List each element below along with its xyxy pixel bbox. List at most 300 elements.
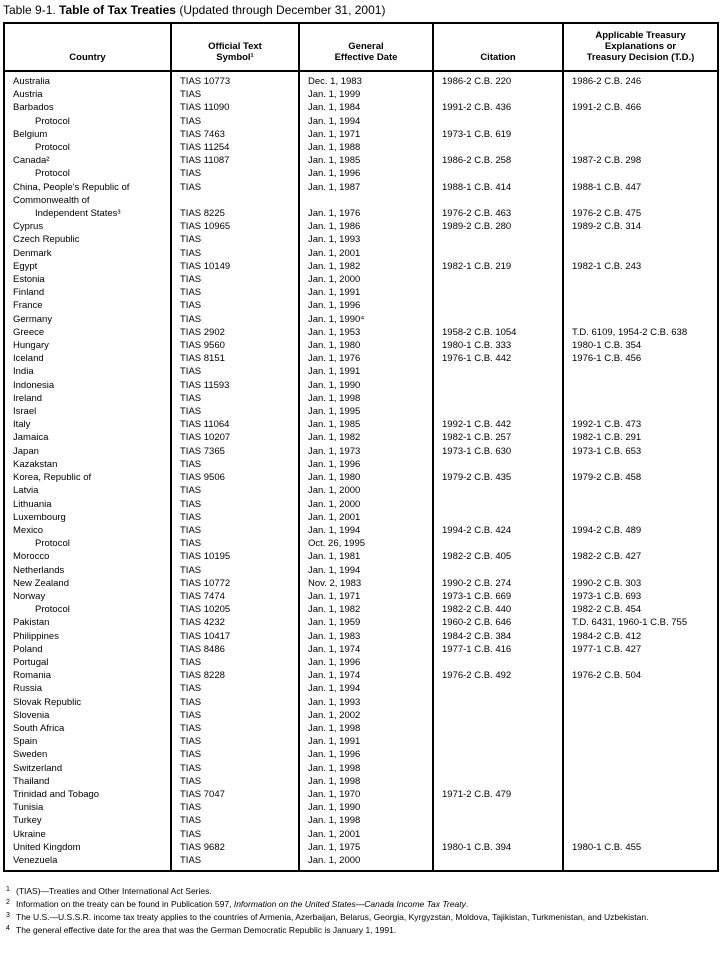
cell-effective-date: Jan. 1, 1980 (299, 339, 433, 352)
cell-official-text-symbol: TIAS 8151 (171, 352, 299, 365)
cell-official-text-symbol: TIAS (171, 828, 299, 841)
table-row (4, 286, 718, 299)
cell-citation: 1977-1 C.B. 416 (433, 643, 563, 656)
cell-country: Ireland (13, 392, 43, 404)
cell-treasury-explanation: 1992-1 C.B. 473 (563, 418, 718, 431)
footnote-marker: 3 (6, 912, 10, 920)
cell-treasury-explanation: 1989-2 C.B. 314 (563, 220, 718, 233)
footnote-text-part: The general effective date for the area that was the German Democratic Republic is January 1, 1991. (16, 925, 397, 936)
cell-country: Romania (13, 670, 52, 682)
cell-effective-date: Jan. 1, 1980 (299, 471, 433, 484)
cell-treasury-explanation (563, 299, 718, 312)
cell-country: Kazakstan (13, 458, 58, 470)
cell-citation (433, 405, 563, 418)
cell-official-text-symbol: TIAS 4232 (171, 616, 299, 629)
table-row (4, 682, 718, 695)
cell-treasury-explanation (563, 748, 718, 761)
cell-official-text-symbol (171, 194, 299, 207)
cell-effective-date: Jan. 1, 1986 (299, 220, 433, 233)
cell-citation (433, 828, 563, 841)
cell-citation (433, 194, 563, 207)
cell-official-text-symbol: TIAS (171, 115, 299, 128)
cell-effective-date: Jan. 1, 1994 (299, 115, 433, 128)
cell-official-text-symbol: TIAS (171, 167, 299, 180)
cell-treasury-explanation (563, 313, 718, 326)
cell-treasury-explanation (563, 511, 718, 524)
cell-country: Egypt (13, 260, 38, 272)
cell-country: Turkey (13, 815, 42, 827)
footnote (3, 924, 718, 937)
cell-citation: 1980-1 C.B. 394 (433, 841, 563, 854)
cell-country: Slovak Republic (13, 696, 82, 708)
cell-treasury-explanation (563, 286, 718, 299)
cell-effective-date: Jan. 1, 1990⁴ (299, 313, 433, 326)
cell-treasury-explanation (563, 141, 718, 154)
cell-effective-date: Jan. 1, 1998 (299, 722, 433, 735)
cell-official-text-symbol: TIAS (171, 405, 299, 418)
cell-citation: 1982-2 C.B. 440 (433, 603, 563, 616)
cell-treasury-explanation (563, 788, 718, 801)
cell-country: Australia (13, 76, 50, 87)
cell-citation (433, 379, 563, 392)
cell-treasury-explanation: 1976-2 C.B. 504 (563, 669, 718, 682)
cell-country: Estonia (13, 274, 45, 286)
cell-effective-date: Jan. 1, 2001 (299, 828, 433, 841)
cell-effective-date: Jan. 1, 1975 (299, 841, 433, 854)
cell-official-text-symbol: TIAS (171, 709, 299, 722)
cell-official-text-symbol: TIAS (171, 537, 299, 550)
cell-citation: 1984-2 C.B. 384 (433, 630, 563, 643)
cell-official-text-symbol: TIAS (171, 524, 299, 537)
cell-citation: 1986-2 C.B. 258 (433, 154, 563, 167)
cell-effective-date: Jan. 1, 1953 (299, 326, 433, 339)
cell-effective-date: Jan. 1, 1983 (299, 630, 433, 643)
table-row (4, 128, 718, 141)
cell-country: Denmark (13, 247, 52, 259)
cell-country: Israel (13, 406, 37, 418)
table-row (4, 418, 718, 431)
cell-treasury-explanation (563, 814, 718, 827)
cell-effective-date: Jan. 1, 1987 (299, 181, 433, 194)
table-row (4, 511, 718, 524)
cell-treasury-explanation (563, 696, 718, 709)
cell-citation (433, 392, 563, 405)
table-row (4, 326, 718, 339)
cell-treasury-explanation (563, 537, 718, 550)
cell-treasury-explanation (563, 458, 718, 471)
table-row (4, 154, 718, 167)
cell-citation (433, 247, 563, 260)
table-row (4, 748, 718, 761)
cell-official-text-symbol: TIAS (171, 696, 299, 709)
table-row (4, 88, 718, 101)
cell-country: Tunisia (13, 802, 44, 814)
cell-country: Venezuela (13, 854, 58, 866)
cell-citation: 1982-2 C.B. 405 (433, 550, 563, 563)
cell-official-text-symbol: TIAS (171, 511, 299, 524)
cell-treasury-explanation (563, 379, 718, 392)
table-row (4, 735, 718, 748)
cell-country: Czech Republic (13, 234, 80, 246)
table-row (4, 339, 718, 352)
table-row (4, 115, 718, 128)
cell-effective-date: Jan. 1, 1996 (299, 748, 433, 761)
cell-official-text-symbol: TIAS 7463 (171, 128, 299, 141)
cell-citation (433, 801, 563, 814)
cell-treasury-explanation (563, 233, 718, 246)
cell-treasury-explanation: 1982-2 C.B. 454 (563, 603, 718, 616)
cell-treasury-explanation (563, 128, 718, 141)
cell-citation (433, 115, 563, 128)
cell-country: Korea, Republic of (13, 472, 92, 484)
cell-citation: 1988-1 C.B. 414 (433, 181, 563, 194)
table-row (4, 101, 718, 114)
table-row (4, 630, 718, 643)
cell-country: Iceland (13, 353, 44, 365)
cell-treasury-explanation: 1987-2 C.B. 298 (563, 154, 718, 167)
col-header-country: Country (4, 23, 171, 71)
cell-citation: 1973-1 C.B. 669 (433, 590, 563, 603)
cell-treasury-explanation: 1990-2 C.B. 303 (563, 577, 718, 590)
table-row (4, 445, 718, 458)
cell-official-text-symbol: TIAS (171, 801, 299, 814)
cell-country: Protocol (35, 604, 70, 616)
cell-citation (433, 762, 563, 775)
cell-country: Italy (13, 419, 31, 431)
cell-effective-date: Jan. 1, 1990 (299, 379, 433, 392)
table-row (4, 616, 718, 629)
cell-country: Austria (13, 89, 43, 101)
cell-citation: 1990-2 C.B. 274 (433, 577, 563, 590)
cell-effective-date: Jan. 1, 1998 (299, 762, 433, 775)
cell-treasury-explanation (563, 828, 718, 841)
cell-official-text-symbol: TIAS 7474 (171, 590, 299, 603)
cell-official-text-symbol: TIAS 8228 (171, 669, 299, 682)
cell-treasury-explanation: 1994-2 C.B. 489 (563, 524, 718, 537)
cell-official-text-symbol: TIAS 8486 (171, 643, 299, 656)
table-row (4, 194, 718, 207)
cell-treasury-explanation: 1991-2 C.B. 466 (563, 101, 718, 114)
cell-country: Cyprus (13, 221, 44, 233)
cell-citation (433, 167, 563, 180)
cell-effective-date: Jan. 1, 1984 (299, 101, 433, 114)
page-title-emphasis: Table of Tax Treaties (59, 3, 176, 17)
cell-official-text-symbol: TIAS 10417 (171, 630, 299, 643)
cell-official-text-symbol: TIAS (171, 722, 299, 735)
cell-official-text-symbol: TIAS (171, 735, 299, 748)
cell-citation (433, 365, 563, 378)
table-row (4, 181, 718, 194)
cell-citation: 1980-1 C.B. 333 (433, 339, 563, 352)
cell-citation (433, 299, 563, 312)
cell-effective-date: Jan. 1, 1996 (299, 656, 433, 669)
cell-effective-date: Jan. 1, 2000 (299, 498, 433, 511)
cell-citation (433, 511, 563, 524)
cell-treasury-explanation: T.D. 6109, 1954-2 C.B. 638 (563, 326, 718, 339)
cell-effective-date: Jan. 1, 1993 (299, 696, 433, 709)
cell-citation (433, 273, 563, 286)
cell-country: Morocco (13, 551, 50, 563)
cell-citation (433, 537, 563, 550)
table-row (4, 854, 718, 871)
cell-official-text-symbol: TIAS 10773 (171, 71, 299, 88)
cell-effective-date: Jan. 1, 1996 (299, 167, 433, 180)
cell-citation: 1976-2 C.B. 492 (433, 669, 563, 682)
cell-citation: 1979-2 C.B. 435 (433, 471, 563, 484)
table-row (4, 762, 718, 775)
cell-treasury-explanation (563, 762, 718, 775)
cell-official-text-symbol: TIAS (171, 656, 299, 669)
col-header-official-text-symbol: Official Text Symbol¹ (171, 23, 299, 71)
cell-effective-date: Jan. 1, 2001 (299, 511, 433, 524)
footnote-text (16, 899, 468, 909)
cell-citation (433, 722, 563, 735)
cell-treasury-explanation (563, 709, 718, 722)
cell-treasury-explanation (563, 682, 718, 695)
cell-effective-date: Jan. 1, 2000 (299, 273, 433, 286)
cell-effective-date: Jan. 1, 1976 (299, 207, 433, 220)
cell-effective-date: Jan. 1, 1995 (299, 405, 433, 418)
cell-citation (433, 854, 563, 871)
cell-citation (433, 564, 563, 577)
cell-country: Poland (13, 643, 43, 655)
cell-official-text-symbol: TIAS 10149 (171, 260, 299, 273)
cell-effective-date: Jan. 1, 1994 (299, 524, 433, 537)
cell-treasury-explanation: 1976-1 C.B. 456 (563, 352, 718, 365)
cell-official-text-symbol: TIAS 2902 (171, 326, 299, 339)
cell-country: Barbados (13, 102, 54, 114)
cell-official-text-symbol: TIAS (171, 682, 299, 695)
cell-official-text-symbol: TIAS (171, 762, 299, 775)
cell-effective-date: Jan. 1, 1973 (299, 445, 433, 458)
cell-treasury-explanation: 1973-1 C.B. 693 (563, 590, 718, 603)
footnote (3, 885, 718, 898)
cell-effective-date: Jan. 1, 2000 (299, 854, 433, 871)
cell-country: Sweden (13, 749, 48, 761)
table-row (4, 643, 718, 656)
cell-treasury-explanation: 1979-2 C.B. 458 (563, 471, 718, 484)
table-row (4, 537, 718, 550)
footnote (3, 911, 718, 924)
table-row (4, 141, 718, 154)
cell-effective-date: Jan. 1, 1982 (299, 603, 433, 616)
cell-treasury-explanation (563, 167, 718, 180)
cell-country: Trinidad and Tobago (13, 788, 100, 800)
cell-effective-date: Jan. 1, 1988 (299, 141, 433, 154)
cell-treasury-explanation (563, 775, 718, 788)
table-row (4, 590, 718, 603)
cell-treasury-explanation: T.D. 6431, 1960-1 C.B. 755 (563, 616, 718, 629)
table-row (4, 603, 718, 616)
cell-official-text-symbol: TIAS (171, 392, 299, 405)
cell-citation (433, 775, 563, 788)
cell-country: Mexico (13, 524, 44, 536)
table-row (4, 71, 718, 88)
table-row (4, 313, 718, 326)
table-row (4, 498, 718, 511)
table-row (4, 484, 718, 497)
cell-citation (433, 498, 563, 511)
table-row (4, 405, 718, 418)
cell-country: Latvia (13, 485, 39, 497)
cell-treasury-explanation (563, 854, 718, 871)
page-title-prefix: Table 9-1. (3, 3, 60, 17)
table-row (4, 471, 718, 484)
cell-citation (433, 682, 563, 695)
page-title-suffix: (Updated through December 31, 2001) (175, 3, 386, 17)
cell-effective-date: Jan. 1, 1991 (299, 735, 433, 748)
cell-citation (433, 141, 563, 154)
cell-treasury-explanation (563, 801, 718, 814)
table-row (4, 247, 718, 260)
table-row (4, 207, 718, 220)
footnote-text-part: Information on the treaty can be found in Publication 597, (16, 899, 234, 910)
cell-country: Hungary (13, 340, 49, 352)
table-row (4, 365, 718, 378)
cell-citation (433, 748, 563, 761)
cell-citation: 1971-2 C.B. 479 (433, 788, 563, 801)
cell-country: Japan (13, 445, 39, 457)
cell-treasury-explanation (563, 365, 718, 378)
cell-official-text-symbol: TIAS 7047 (171, 788, 299, 801)
cell-country: Commonwealth of (13, 194, 90, 206)
table-row (4, 458, 718, 471)
cell-country: Russia (13, 683, 43, 695)
cell-treasury-explanation (563, 722, 718, 735)
cell-country: Belgium (13, 128, 48, 140)
cell-effective-date: Jan. 1, 1981 (299, 550, 433, 563)
cell-official-text-symbol: TIAS 10195 (171, 550, 299, 563)
table-row (4, 564, 718, 577)
footnote-text (16, 886, 212, 896)
cell-official-text-symbol: TIAS (171, 313, 299, 326)
cell-treasury-explanation: 1982-1 C.B. 291 (563, 431, 718, 444)
footnotes (3, 885, 718, 937)
footnote-text-part: (TIAS)—Treaties and Other International Act Series. (16, 886, 212, 897)
cell-official-text-symbol: TIAS (171, 458, 299, 471)
cell-citation (433, 233, 563, 246)
cell-official-text-symbol: TIAS 9506 (171, 471, 299, 484)
cell-effective-date: Jan. 1, 1991 (299, 365, 433, 378)
cell-country: New Zealand (13, 577, 69, 589)
cell-citation: 1976-2 C.B. 463 (433, 207, 563, 220)
col-header-general-effective-date: General Effective Date (299, 23, 433, 71)
cell-citation: 1960-2 C.B. 646 (433, 616, 563, 629)
table-row (4, 788, 718, 801)
cell-country: Thailand (13, 775, 50, 787)
cell-effective-date: Jan. 1, 2001 (299, 247, 433, 260)
cell-effective-date: Jan. 1, 1996 (299, 299, 433, 312)
cell-official-text-symbol: TIAS (171, 564, 299, 577)
table-row (4, 814, 718, 827)
cell-citation (433, 88, 563, 101)
cell-effective-date: Jan. 1, 1985 (299, 154, 433, 167)
table-row (4, 550, 718, 563)
cell-official-text-symbol: TIAS 8225 (171, 207, 299, 220)
cell-citation: 1982-1 C.B. 219 (433, 260, 563, 273)
cell-treasury-explanation (563, 564, 718, 577)
cell-effective-date: Jan. 1, 1994 (299, 564, 433, 577)
cell-effective-date: Jan. 1, 1994 (299, 682, 433, 695)
cell-official-text-symbol: TIAS (171, 299, 299, 312)
table-row (4, 260, 718, 273)
cell-effective-date: Jan. 1, 1998 (299, 775, 433, 788)
footnote-text (16, 925, 396, 935)
cell-citation (433, 696, 563, 709)
table-row (4, 233, 718, 246)
table-row (4, 167, 718, 180)
cell-official-text-symbol: TIAS (171, 854, 299, 871)
footnote-marker: 2 (6, 899, 10, 907)
cell-treasury-explanation: 1980-1 C.B. 455 (563, 841, 718, 854)
cell-official-text-symbol: TIAS (171, 814, 299, 827)
cell-citation (433, 484, 563, 497)
cell-effective-date: Jan. 1, 1990 (299, 801, 433, 814)
cell-country: Protocol (35, 168, 70, 180)
table-row (4, 828, 718, 841)
cell-country: Canada² (13, 155, 50, 167)
table-row (4, 669, 718, 682)
cell-effective-date: Jan. 1, 1971 (299, 590, 433, 603)
table-row (4, 273, 718, 286)
cell-citation: 1991-2 C.B. 436 (433, 101, 563, 114)
cell-official-text-symbol: TIAS 10965 (171, 220, 299, 233)
table-row (4, 431, 718, 444)
col-header-citation: Citation (433, 23, 563, 71)
table-header (4, 23, 718, 71)
cell-citation (433, 458, 563, 471)
cell-treasury-explanation (563, 498, 718, 511)
cell-official-text-symbol: TIAS (171, 247, 299, 260)
cell-country: China, People's Republic of (13, 181, 130, 193)
cell-country: France (13, 300, 43, 312)
table-row (4, 775, 718, 788)
cell-country: Indonesia (13, 379, 55, 391)
cell-country: Spain (13, 736, 38, 748)
cell-treasury-explanation (563, 484, 718, 497)
cell-official-text-symbol: TIAS (171, 181, 299, 194)
cell-citation (433, 656, 563, 669)
col-header-treasury-explanations: Applicable Treasury Explanations or Treasury Decision (T.D.) (563, 23, 718, 71)
footnote-text (16, 912, 648, 922)
cell-official-text-symbol: TIAS (171, 286, 299, 299)
cell-effective-date: Jan. 1, 1970 (299, 788, 433, 801)
tax-treaties-table (3, 22, 719, 872)
cell-effective-date: Jan. 1, 1996 (299, 458, 433, 471)
cell-citation (433, 814, 563, 827)
cell-country: United Kingdom (13, 841, 81, 853)
cell-effective-date: Jan. 1, 1982 (299, 260, 433, 273)
cell-citation: 1994-2 C.B. 424 (433, 524, 563, 537)
table-row (4, 722, 718, 735)
cell-effective-date: Jan. 1, 1998 (299, 814, 433, 827)
cell-country: Independent States³ (35, 208, 121, 220)
cell-effective-date: Dec. 1, 1983 (299, 71, 433, 88)
cell-treasury-explanation (563, 115, 718, 128)
cell-official-text-symbol: TIAS (171, 775, 299, 788)
cell-official-text-symbol: TIAS 11087 (171, 154, 299, 167)
table-row (4, 801, 718, 814)
cell-citation: 1973-1 C.B. 619 (433, 128, 563, 141)
footnote-text-part: . (465, 899, 469, 910)
cell-country: Slovenia (13, 709, 50, 721)
cell-treasury-explanation: 1976-2 C.B. 475 (563, 207, 718, 220)
cell-effective-date: Jan. 1, 1985 (299, 418, 433, 431)
cell-citation: 1973-1 C.B. 630 (433, 445, 563, 458)
cell-citation: 1992-1 C.B. 442 (433, 418, 563, 431)
cell-citation (433, 286, 563, 299)
cell-treasury-explanation: 1986-2 C.B. 246 (563, 71, 718, 88)
